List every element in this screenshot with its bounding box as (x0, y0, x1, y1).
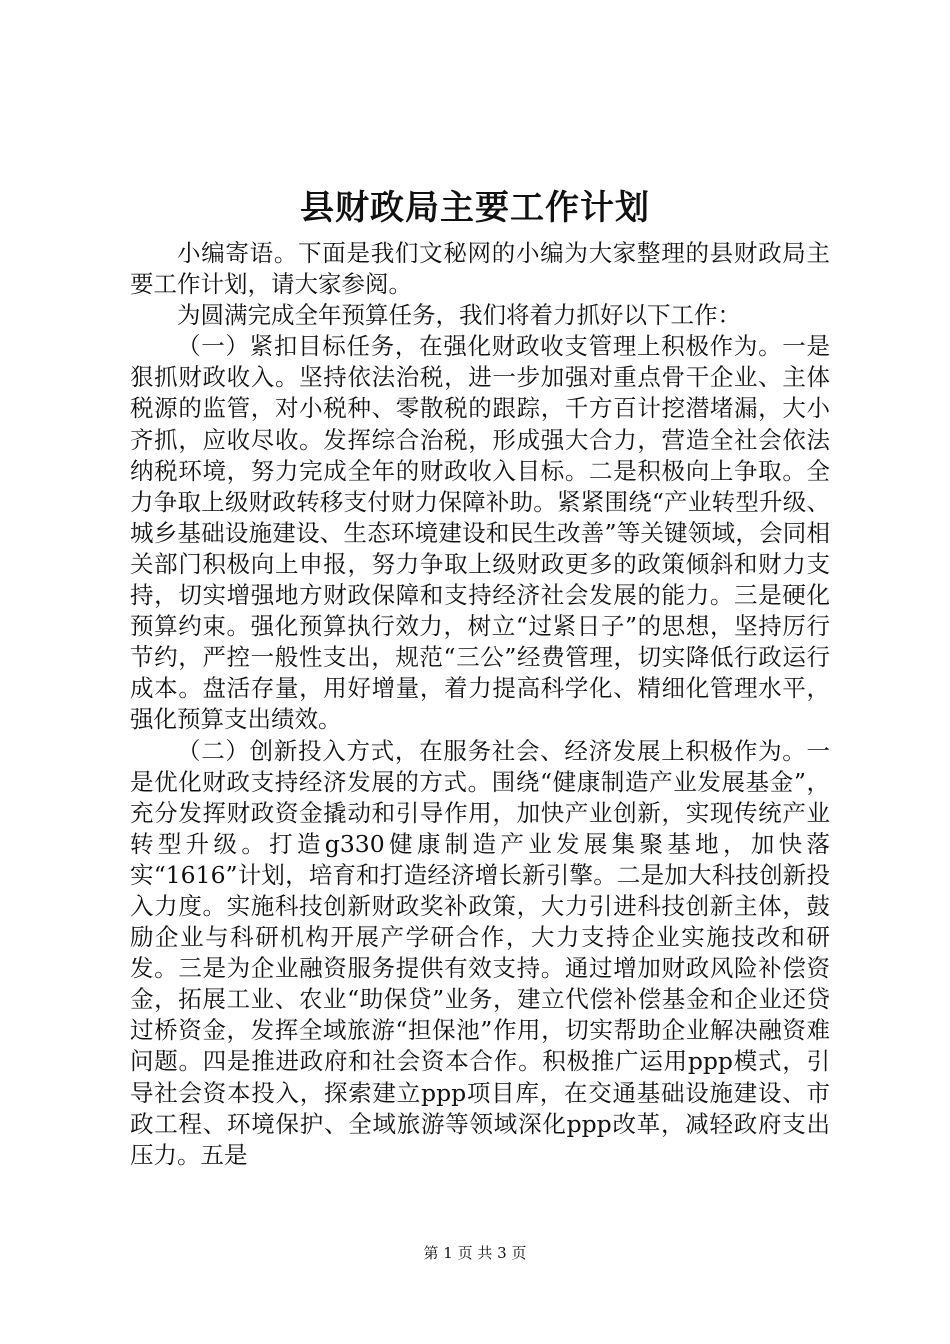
paragraph-lead: 为圆满完成全年预算任务，我们将着力抓好以下工作： (177, 301, 741, 330)
paragraph-intro: 小编寄语。下面是我们文秘网的小编为大家整理的县财政局主要工作计划，请大家参阅。 (130, 239, 830, 299)
paragraph-section-2: （二）创新投入方式，在服务社会、经济发展上积极作为。一是优化财政支持经济发展的方式。围绕“健康制造产业发展基金”，充分发挥财政资金撬动和引导作用，加快产业创新，实现传统产业转型升级。打造g330健康制造产业发展集聚基地，加快落实“1616”计划，培育和打造经济增长新引擎。二是加大科技创新投入力度。实施科技创新财政奖补政策，大力引进科技创新主体，鼓励企业与科研机构开展产学研合作，大力支持企业实施技改和研发。三是为企业融资服务提供有效支持。通过增加财政风险补偿资金，拓展工业、农业“助保贷”业务，建立代偿补偿基金和企业还贷过桥资金，发挥全域旅游“担保池”作用，切实帮助企业解决融资难问题。四是推进政府和社会资本合作。积极推广运用ppp模式，引导社会资本投入，探索建立ppp项目库，在交通基础设施建设、市政工程、环境保护、全域旅游等领域深化ppp改革，减轻政府支出压力。五是 (130, 736, 830, 1169)
paragraph-section-1: （一）紧扣目标任务，在强化财政收支管理上积极作为。一是狠抓财政收入。坚持依法治税，进一步加强对重点骨干企业、主体税源的监管，对小税种、零散税的跟踪，千方百计挖潜堵漏，大小齐抓，应收尽收。发挥综合治税，形成强大合力，营造全社会依法纳税环境，努力完成全年的财政收入目标。二是积极向上争取。全力争取上级财政转移支付财力保障补助。紧紧围绕“产业转型升级、城乡基础设施建设、生态环境建设和民生改善”等关键领域，会同相关部门积极向上申报，努力争取上级财政更多的政策倾斜和财力支持，切实增强地方财政保障和支持经济社会发展的能力。三是硬化预算约束。强化预算执行效力，树立“过紧日子”的思想，坚持厉行节约，严控一般性支出，规范“三公”经费管理，切实降低行政运行成本。盘活存量，用好增量，着力提高科学化、精细化管理水平，强化预算支出绩效。 (130, 332, 830, 734)
document-title: 县财政局主要工作计划 (300, 188, 650, 228)
document-body (130, 238, 830, 1171)
page-footer: 第 1 页 共 3 页 (423, 1244, 527, 1262)
